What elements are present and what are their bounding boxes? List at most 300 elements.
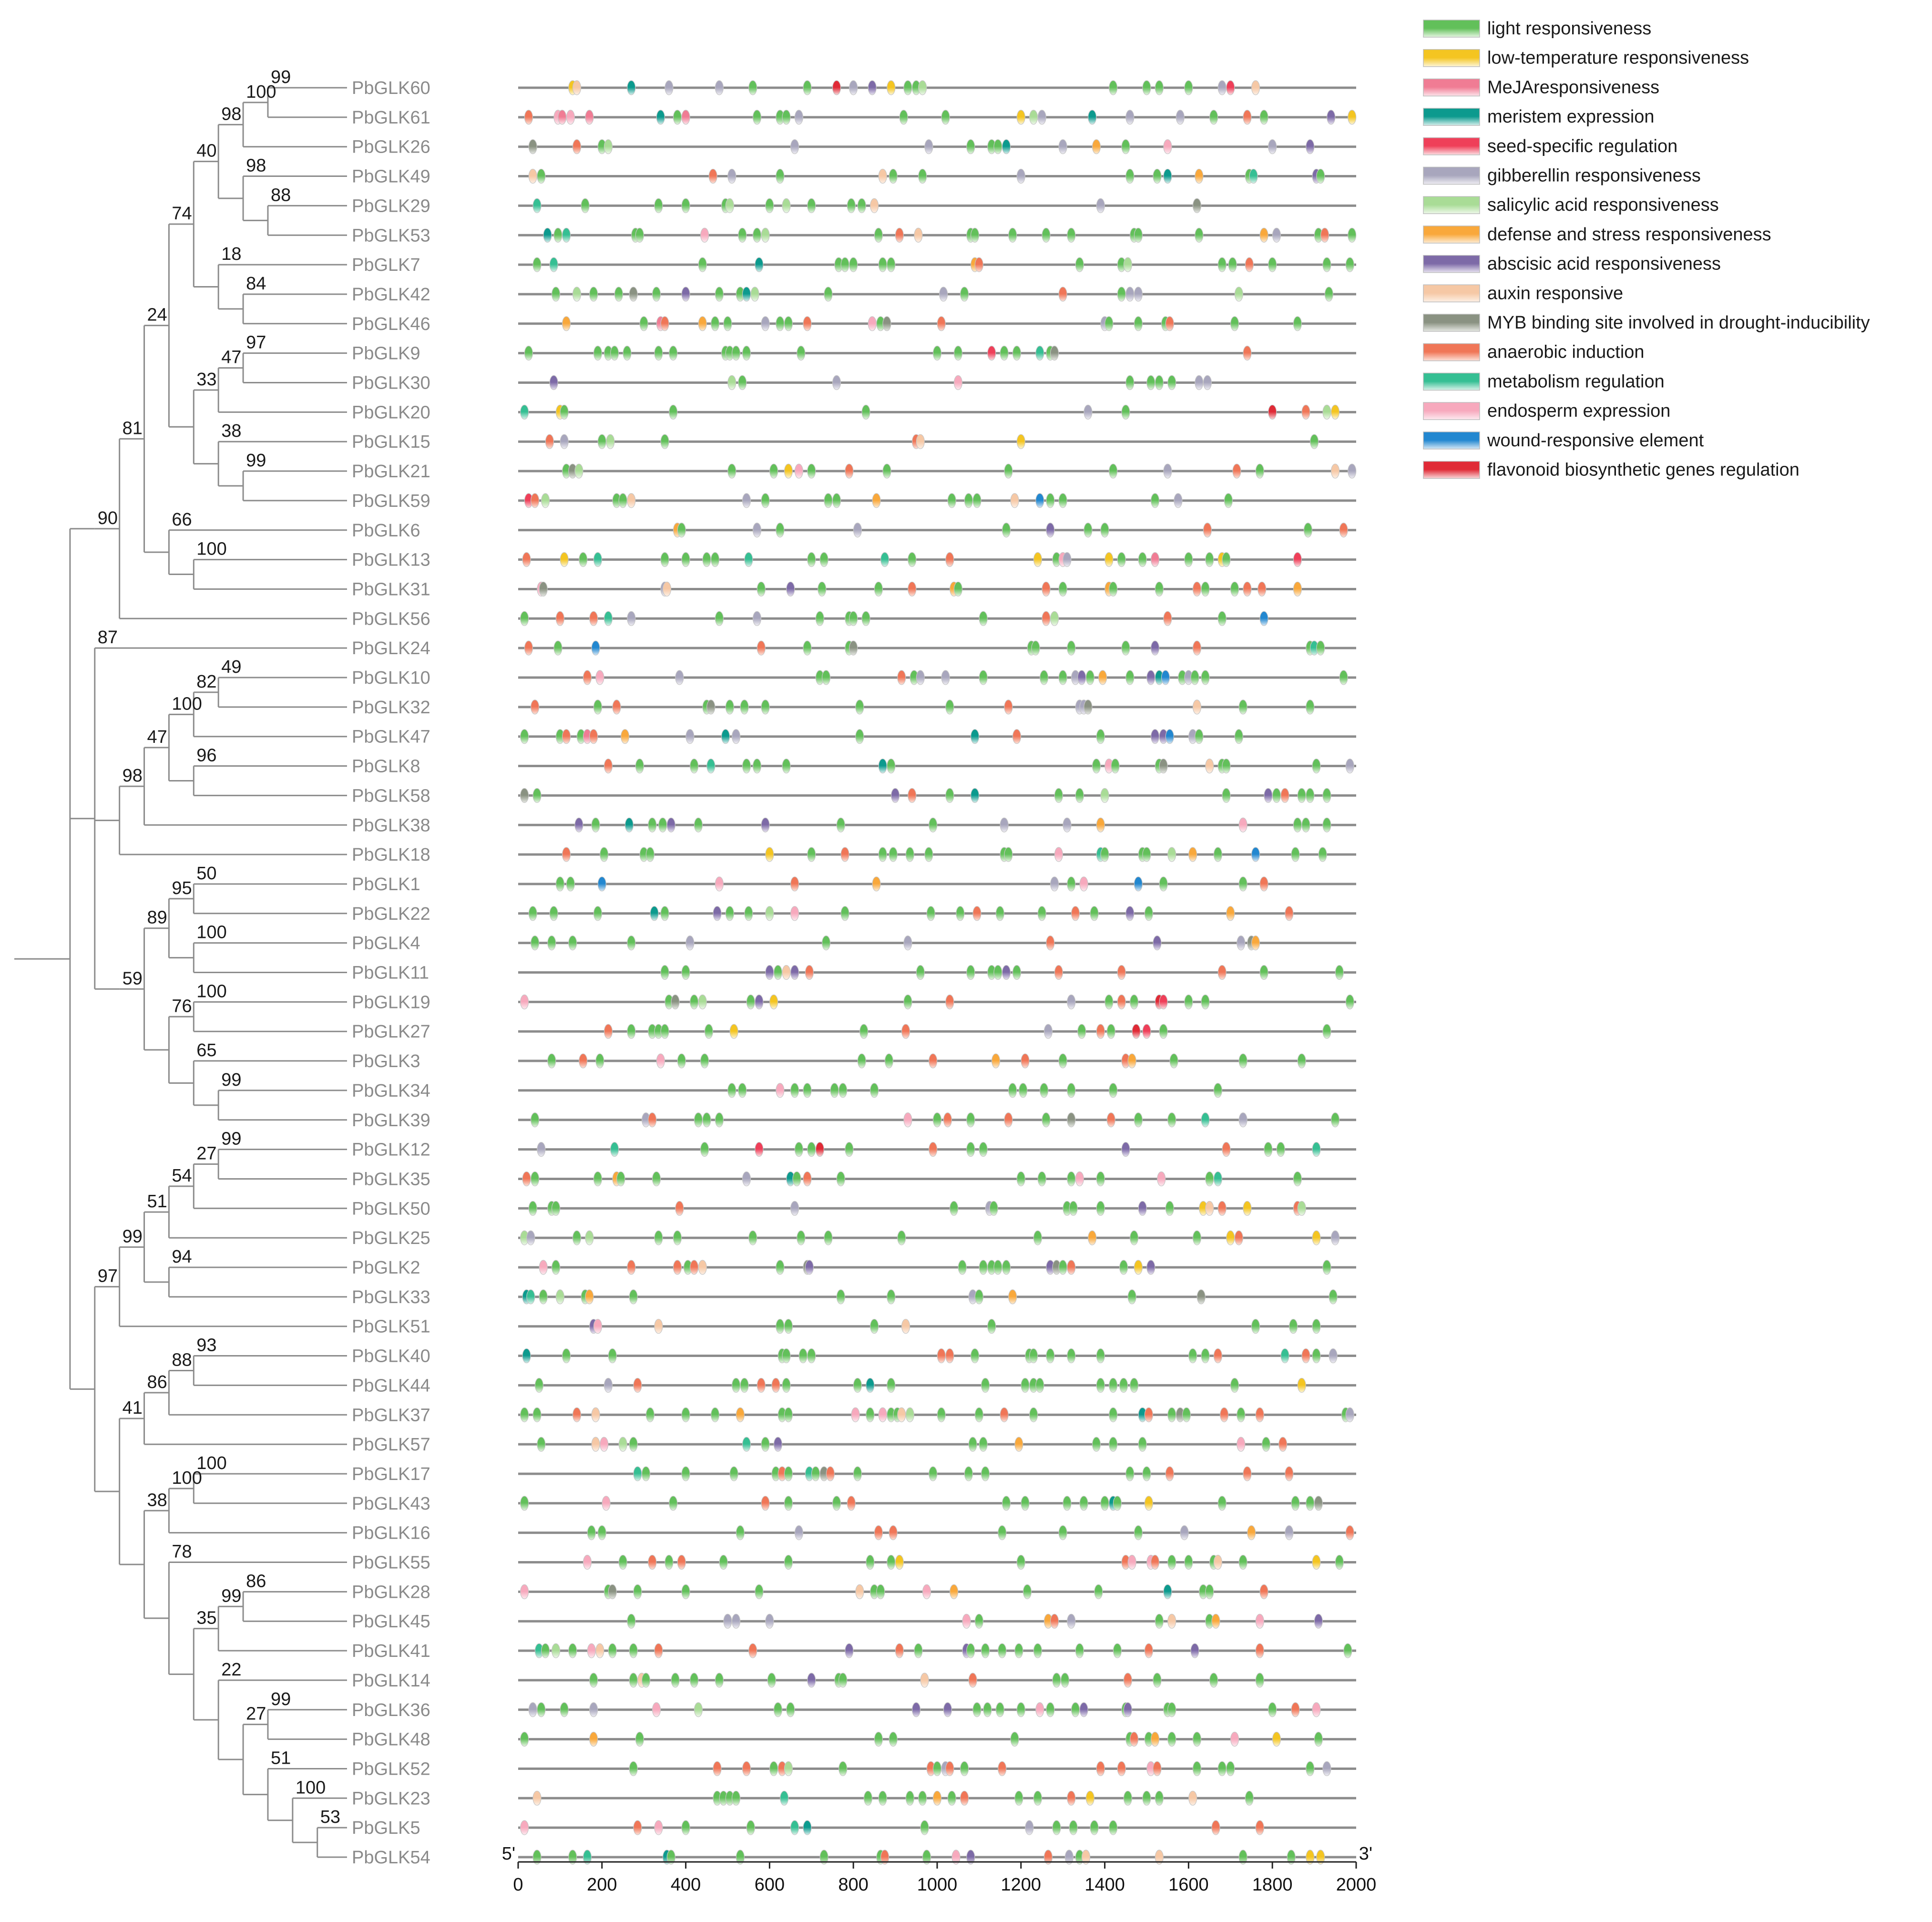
cis-element-light: [554, 641, 562, 655]
cis-element-anaerobic: [1193, 641, 1201, 655]
cis-element-light: [701, 1142, 709, 1157]
cis-element-light: [1245, 1791, 1253, 1805]
cis-element-light: [948, 493, 956, 508]
cis-element-light: [839, 1673, 847, 1687]
legend: [1423, 19, 1870, 480]
cis-element-ga: [715, 81, 723, 95]
cis-element-light: [1126, 1467, 1134, 1481]
bootstrap-value: 99: [122, 1226, 143, 1247]
gene-label: PbGLK54: [352, 1848, 430, 1868]
cis-element-anaerobic: [1124, 1673, 1132, 1687]
cis-element-light: [776, 169, 784, 184]
cis-element-anaerobic: [1117, 966, 1125, 980]
cis-element-sa: [906, 1408, 914, 1422]
cis-element-sa: [784, 1761, 792, 1776]
cis-element-light: [841, 257, 849, 272]
gene-label: PbGLK6: [352, 520, 420, 541]
cis-element-anaerobic: [841, 847, 849, 862]
gene-label: PbGLK37: [352, 1405, 430, 1426]
cis-element-light: [833, 493, 841, 508]
legend-label: MeJAresponsiveness: [1487, 77, 1660, 98]
cis-element-aba: [845, 1644, 853, 1658]
three-prime-label: 3': [1359, 1844, 1373, 1864]
cis-element-anaerobic: [556, 611, 564, 626]
cis-element-defense: [872, 493, 880, 508]
cis-element-light: [853, 1378, 861, 1392]
cis-element-light: [799, 1349, 807, 1363]
gene-label: PbGLK57: [352, 1435, 430, 1455]
cis-element-light: [1122, 641, 1130, 655]
cis-element-anaerobic: [613, 700, 621, 714]
cis-element-light: [767, 1673, 776, 1687]
legend-swatch-ga: [1423, 167, 1480, 185]
cis-element-light: [887, 1378, 895, 1392]
cis-element-ga: [627, 611, 635, 626]
cis-element-light: [1310, 434, 1319, 449]
cis-element-light: [1314, 1732, 1322, 1747]
cis-element-defense: [585, 1290, 593, 1304]
cis-element-light: [521, 1732, 529, 1747]
cis-element-light: [1096, 1172, 1104, 1186]
cis-element-sa: [1168, 847, 1176, 862]
cis-element-light: [1218, 1496, 1226, 1511]
cis-element-light: [1143, 1791, 1151, 1805]
cis-element-anaerobic: [1096, 1761, 1104, 1776]
cis-element-light: [646, 1408, 654, 1422]
cis-element-aba: [1138, 1201, 1146, 1215]
cis-element-anaerobic: [573, 1408, 581, 1422]
x-tick-label: 400: [670, 1875, 701, 1895]
cis-element-light: [1206, 1584, 1214, 1599]
cis-element-ga: [732, 1614, 740, 1628]
cis-element-light: [1069, 1820, 1077, 1835]
gene-label: PbGLK40: [352, 1346, 430, 1367]
cis-element-light: [797, 1231, 805, 1245]
cis-element-light: [948, 1791, 956, 1805]
cis-element-anaerobic: [908, 788, 916, 802]
cis-element-light: [916, 966, 924, 980]
cis-element-seed: [1293, 553, 1301, 567]
cis-element-sa: [573, 287, 581, 301]
cis-element-light: [1277, 1142, 1285, 1157]
x-tick-label: 1600: [1168, 1875, 1209, 1895]
five-prime-label: 5': [501, 1844, 516, 1864]
cis-element-auxin: [916, 434, 924, 449]
cis-element-light: [1002, 1496, 1011, 1511]
x-tick-label: 2000: [1336, 1875, 1377, 1895]
cis-element-light: [994, 1260, 1002, 1274]
cis-element-light: [560, 405, 568, 419]
cis-element-light: [784, 317, 792, 331]
cis-element-light: [954, 346, 962, 360]
gene-label: PbGLK55: [352, 1552, 430, 1573]
cis-element-aba: [1306, 140, 1314, 154]
bootstrap-value: 96: [196, 745, 217, 766]
cis-element-meja: [585, 110, 593, 124]
cis-element-light: [937, 1408, 945, 1422]
cis-element-light: [856, 730, 864, 744]
cis-element-light: [531, 936, 539, 950]
cis-element-light: [1298, 788, 1306, 802]
cis-element-light: [782, 1378, 790, 1392]
cis-element-aba: [1122, 1142, 1130, 1157]
cis-element-light: [971, 228, 979, 242]
cis-element-light: [726, 700, 734, 714]
cis-element-anaerobic: [847, 1496, 855, 1511]
cis-element-light: [839, 1083, 847, 1098]
cis-element-ga: [849, 81, 858, 95]
cis-element-auxin: [596, 1644, 604, 1658]
cis-element-light: [1072, 1703, 1080, 1717]
cis-element-light: [874, 1732, 882, 1747]
cis-element-anaerobic: [562, 847, 571, 862]
cis-element-light: [975, 1408, 983, 1422]
cis-element-light: [642, 1467, 650, 1481]
gene-label: PbGLK58: [352, 786, 430, 806]
cis-element-anaerobic: [562, 730, 571, 744]
cis-element-lowtemp: [1348, 110, 1356, 124]
cis-element-defense: [1151, 1732, 1159, 1747]
cis-element-anaerobic: [969, 1673, 977, 1687]
cis-element-aba: [912, 1703, 920, 1717]
cis-element-aba: [682, 287, 690, 301]
cis-element-defense: [1227, 906, 1235, 921]
gene-label: PbGLK26: [352, 137, 430, 157]
cis-element-light: [1323, 1260, 1331, 1274]
cis-element-endo: [521, 1820, 529, 1835]
cis-element-light: [1206, 553, 1214, 567]
cis-element-sa: [1124, 257, 1132, 272]
cis-element-sa: [1101, 788, 1109, 802]
cis-element-light: [973, 493, 981, 508]
cis-element-defense: [698, 317, 706, 331]
cis-element-lowtemp: [1017, 434, 1025, 449]
cis-element-light: [703, 1113, 711, 1127]
cis-element-myb: [1159, 759, 1167, 773]
cis-element-light: [1155, 376, 1163, 390]
cis-element-light: [967, 1644, 975, 1658]
cis-element-light: [682, 198, 690, 213]
cis-element-ga: [925, 140, 933, 154]
cis-element-aba: [1151, 730, 1159, 744]
cis-element-light: [1312, 759, 1320, 773]
cis-element-ga: [904, 936, 912, 950]
cis-element-metab: [791, 1820, 799, 1835]
cis-element-sa: [766, 906, 774, 921]
cis-element-anaerobic: [845, 464, 853, 478]
cis-element-light: [1040, 670, 1048, 685]
cis-element-light: [1145, 906, 1153, 921]
cis-element-light: [1231, 582, 1239, 596]
bootstrap-value: 97: [246, 332, 266, 353]
bootstrap-value: 94: [172, 1247, 192, 1267]
cis-element-ga: [1346, 1408, 1354, 1422]
cis-element-sa: [575, 464, 583, 478]
cis-element-light: [1329, 1290, 1337, 1304]
cis-element-defense: [590, 1732, 598, 1747]
cis-element-auxin: [533, 1791, 541, 1805]
cis-element-anaerobic: [627, 1260, 635, 1274]
cis-element-light: [715, 611, 723, 626]
cis-element-light: [753, 110, 761, 124]
cis-element-light: [732, 346, 740, 360]
cis-element-metab: [594, 553, 602, 567]
cis-element-light: [808, 464, 816, 478]
cis-element-myb: [883, 317, 891, 331]
cis-element-light: [961, 287, 969, 301]
cis-element-light: [1107, 1024, 1115, 1038]
cis-element-light: [1023, 1584, 1031, 1599]
cis-element-light: [770, 1761, 778, 1776]
bootstrap-value: 33: [196, 369, 217, 390]
cis-element-light: [594, 700, 602, 714]
legend-swatch-auxin: [1423, 285, 1480, 302]
gene-label: PbGLK15: [352, 432, 430, 452]
bootstrap-value: 27: [196, 1143, 217, 1164]
cis-element-meristem: [627, 81, 635, 95]
legend-label: light responsiveness: [1487, 19, 1652, 39]
cis-element-light: [1170, 1054, 1178, 1068]
cis-element-light: [1036, 1378, 1044, 1392]
cis-element-light: [711, 1408, 719, 1422]
cis-element-lowtemp: [1272, 1732, 1280, 1747]
cis-element-auxin: [592, 1408, 600, 1422]
cis-element-light: [1101, 847, 1109, 862]
cis-element-meja: [558, 110, 566, 124]
gene-label: PbGLK52: [352, 1759, 430, 1779]
cis-element-anaerobic: [946, 1349, 954, 1363]
cis-element-ga: [1203, 376, 1211, 390]
cis-element-metab: [743, 1437, 751, 1451]
cis-element-light: [1153, 169, 1161, 184]
cis-element-light: [674, 110, 682, 124]
cis-element-light: [803, 1083, 811, 1098]
cis-element-light: [629, 1673, 637, 1687]
bootstrap-value: 90: [97, 508, 118, 528]
bootstrap-value: 100: [196, 922, 227, 943]
cis-element-anaerobic: [1243, 582, 1251, 596]
cis-element-light: [874, 228, 882, 242]
legend-swatch-meja: [1423, 79, 1480, 96]
cis-element-metab: [533, 198, 541, 213]
cis-element-light: [682, 966, 690, 980]
cis-element-light: [837, 818, 845, 832]
cis-element-anaerobic: [908, 582, 916, 596]
cis-element-light: [573, 1231, 581, 1245]
x-tick-label: 1000: [917, 1875, 958, 1895]
cis-element-anaerobic: [1243, 110, 1251, 124]
cis-element-light: [795, 1142, 803, 1157]
cis-element-endo: [923, 1584, 931, 1599]
cis-element-endo: [566, 110, 574, 124]
cis-element-sa: [726, 198, 734, 213]
x-tick-label: 600: [754, 1875, 785, 1895]
cis-element-anaerobic: [1260, 1584, 1268, 1599]
gene-label: PbGLK48: [352, 1729, 430, 1750]
cis-element-light: [1126, 670, 1134, 685]
bootstrap-value: 100: [172, 694, 202, 714]
cis-element-ga: [940, 287, 948, 301]
cis-element-light: [743, 759, 751, 773]
cis-element-anaerobic: [674, 1260, 682, 1274]
cis-element-auxin: [782, 966, 790, 980]
cis-element-light: [967, 140, 975, 154]
cis-element-ga: [1272, 228, 1280, 242]
cis-element-light: [627, 1024, 635, 1038]
cis-element-light: [979, 670, 987, 685]
cis-element-auxin: [663, 582, 671, 596]
cis-element-defense: [1189, 847, 1197, 862]
cis-element-lowtemp: [1227, 1231, 1235, 1245]
cis-element-light: [933, 346, 941, 360]
cis-element-ga: [1063, 818, 1071, 832]
cis-element-light: [979, 611, 987, 626]
cis-element-light: [677, 523, 685, 537]
cis-element-light: [1017, 1172, 1025, 1186]
cis-element-light: [533, 257, 541, 272]
cis-element-light: [598, 1526, 606, 1540]
cis-element-sa: [556, 1290, 564, 1304]
cis-element-metab: [611, 1142, 619, 1157]
gene-label: PbGLK23: [352, 1788, 430, 1809]
cis-element-light: [611, 346, 619, 360]
cis-element-anaerobic: [1051, 1614, 1059, 1628]
cis-element-meristem: [1002, 140, 1011, 154]
cis-element-light: [1348, 228, 1356, 242]
cis-element-metab: [745, 553, 753, 567]
cis-element-light: [1101, 523, 1109, 537]
cis-element-light: [1319, 847, 1327, 862]
cis-element-metab: [780, 1791, 788, 1805]
cis-element-anaerobic: [604, 759, 612, 773]
gene-label: PbGLK17: [352, 1464, 430, 1484]
cis-element-light: [1059, 1054, 1067, 1068]
cis-element-light: [1201, 995, 1209, 1009]
cis-element-light: [746, 1820, 755, 1835]
cis-element-aba: [761, 818, 769, 832]
cis-element-light: [791, 1083, 799, 1098]
cis-element-light: [1168, 1732, 1176, 1747]
bootstrap-value: 50: [196, 863, 217, 884]
cis-element-ga: [1134, 287, 1142, 301]
cis-element-endo: [1256, 1614, 1264, 1628]
cis-element-anaerobic: [1145, 1408, 1153, 1422]
cis-element-anaerobic: [1258, 582, 1266, 596]
cis-element-light: [782, 1349, 790, 1363]
cis-element-light: [981, 1467, 990, 1481]
cis-element-light: [1191, 670, 1199, 685]
legend-label: auxin responsive: [1487, 283, 1624, 304]
cis-element-aba: [805, 1260, 813, 1274]
cis-element-ga: [537, 1142, 545, 1157]
cis-element-light: [927, 906, 935, 921]
cis-element-light: [887, 759, 895, 773]
cis-element-endo: [653, 1703, 661, 1717]
legend-swatch-light: [1423, 20, 1480, 37]
cis-element-light: [1227, 1761, 1235, 1776]
cis-element-aba: [1314, 1614, 1322, 1628]
cis-element-anaerobic: [998, 1761, 1006, 1776]
cis-element-light: [967, 966, 975, 980]
cis-element-light: [682, 1584, 690, 1599]
cis-element-light: [1075, 788, 1084, 802]
gene-label: PbGLK29: [352, 196, 430, 216]
cis-element-light: [766, 198, 774, 213]
cis-element-flav: [816, 1142, 824, 1157]
cis-element-aba: [1078, 670, 1086, 685]
cis-element-light: [1067, 641, 1075, 655]
cis-element-anaerobic: [1279, 1437, 1287, 1451]
cis-element-ga: [1239, 1113, 1247, 1127]
gene-label: PbGLK32: [352, 697, 430, 718]
gene-label: PbGLK19: [352, 992, 430, 1013]
cis-element-light: [743, 346, 751, 360]
cis-element-anaerobic: [648, 1113, 656, 1127]
cis-element-light: [705, 1024, 713, 1038]
cis-element-anaerobic: [1042, 582, 1050, 596]
cis-element-anaerobic: [590, 730, 598, 744]
bootstrap-value: 99: [221, 1129, 242, 1149]
gene-label: PbGLK18: [352, 845, 430, 865]
cis-element-metab: [1281, 1349, 1289, 1363]
cis-element-anaerobic: [1222, 1142, 1230, 1157]
cis-element-light: [803, 641, 811, 655]
cis-element-anaerobic: [943, 1113, 951, 1127]
cis-element-light: [542, 1644, 550, 1658]
cis-element-defense: [621, 730, 629, 744]
legend-swatch-wound: [1423, 432, 1480, 449]
cis-element-light: [736, 1526, 744, 1540]
cis-element-endo: [1231, 1732, 1239, 1747]
bootstrap-value: 95: [172, 878, 192, 898]
cis-element-light: [1138, 1437, 1146, 1451]
cis-element-light: [1120, 1260, 1128, 1274]
cis-element-defense: [992, 1054, 1000, 1068]
cis-element-anaerobic: [713, 1761, 721, 1776]
cis-element-light: [579, 553, 587, 567]
cis-element-flav: [1268, 405, 1277, 419]
cis-element-endo: [521, 995, 529, 1009]
cis-element-sa: [728, 376, 736, 390]
cis-element-light: [659, 818, 667, 832]
cis-element-anaerobic: [791, 877, 799, 891]
cis-element-endo: [1054, 847, 1063, 862]
cis-element-lowtemp: [770, 995, 778, 1009]
cis-element-light: [885, 1054, 893, 1068]
cis-element-defense: [736, 1408, 744, 1422]
cis-element-light: [904, 995, 912, 1009]
bootstrap-value: 97: [97, 1266, 118, 1286]
cis-element-light: [906, 1791, 914, 1805]
cis-element-light: [858, 198, 866, 213]
cis-element-endo: [1312, 1703, 1320, 1717]
cis-element-light: [990, 1201, 998, 1215]
cis-element-anaerobic: [709, 169, 717, 184]
cis-element-anaerobic: [545, 434, 553, 449]
cis-element-endo: [1164, 140, 1172, 154]
cis-element-light: [600, 847, 608, 862]
cis-element-light: [711, 553, 719, 567]
cis-element-sa: [761, 228, 769, 242]
cis-element-light: [841, 906, 849, 921]
cis-element-light: [770, 464, 778, 478]
cis-element-anaerobic: [1096, 1024, 1104, 1038]
cis-element-light: [866, 1555, 874, 1570]
cis-element-light: [988, 1319, 996, 1334]
cis-element-light: [1038, 1172, 1046, 1186]
cis-element-light: [761, 1437, 769, 1451]
cis-element-wound: [1252, 847, 1260, 862]
